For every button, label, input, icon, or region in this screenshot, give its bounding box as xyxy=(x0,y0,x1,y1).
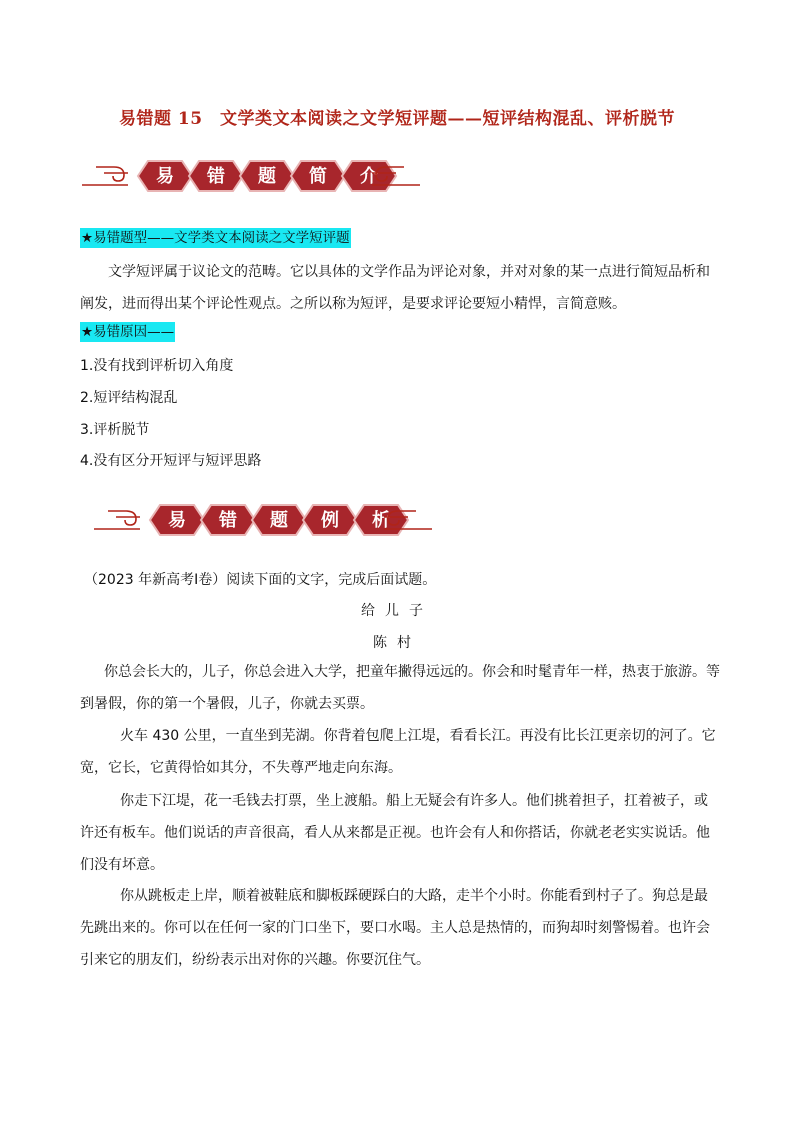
section-heading-type: ★易错题型——文学类文本阅读之文学短评题 xyxy=(81,230,350,246)
hex-label: 简 xyxy=(309,166,327,187)
hex-label: 错 xyxy=(219,510,237,531)
hex-badge xyxy=(354,505,408,535)
page-title: 易错题 15 文学类文本阅读之文学短评题——短评结构混乱、评析脱节 xyxy=(118,109,676,129)
section-banner-intro xyxy=(70,149,430,203)
left-ornament-icon xyxy=(82,167,128,185)
example-paragraph: 你总会长大的，儿子，你总会进入大学，把童年撇得远远的。你会和时髦青年一样，热衷于旅游。等到暑假，你的第一个暑假，儿子，你就去买票。 xyxy=(80,664,720,712)
example-paragraph: 你从跳板走上岸，顺着被鞋底和脚板踩硬踩白的大路，走半个小时。你能看到村子了。狗总是最先跳出来的。你可以在任何一家的门口坐下，要口水喝。主人总是热情的，而狗却时刻警惕着。也许会引来它的朋友们，纷纷表示出对你的兴趣。你要沉住气。 xyxy=(80,888,710,968)
example-paragraph: 你走下江堤，花一毛钱去打票，坐上渡船。船上无疑会有许多人。他们挑着担子，扛着被子，或许还有板车。他们说话的声音很高，看人从来都是正视。也许会有人和你搭话，你就老老实实说话。他们没有坏意。 xyxy=(80,793,710,873)
reason-item: 2.短评结构混乱 xyxy=(80,390,178,406)
hex-badge xyxy=(189,161,243,191)
hex-label: 易 xyxy=(156,166,174,187)
hex-label: 题 xyxy=(258,166,276,187)
hex-label: 易 xyxy=(168,510,186,531)
reason-item: 3.评析脱节 xyxy=(80,422,150,438)
banner-example-graphic xyxy=(82,493,442,547)
banner-intro-graphic xyxy=(70,149,430,203)
hex-label: 析 xyxy=(372,510,390,531)
left-ornament-icon xyxy=(94,511,140,529)
example-intro: （2023 年新高考Ⅰ卷）阅读下面的文字，完成后面试题。 xyxy=(84,572,437,588)
hex-badge xyxy=(201,505,255,535)
hex-badge xyxy=(150,505,204,535)
hex-badge xyxy=(291,161,345,191)
reason-item: 1.没有找到评析切入角度 xyxy=(80,358,234,374)
hex-label: 错 xyxy=(207,166,225,187)
reason-item: 4.没有区分开短评与短评思路 xyxy=(80,453,262,469)
hex-label: 题 xyxy=(270,510,288,531)
poem-author: 陈村 xyxy=(373,635,421,651)
poem-title: 给儿子 xyxy=(361,603,433,619)
hex-row-intro xyxy=(138,161,396,191)
section-type-paragraph: 文学短评属于议论文的范畴。它以具体的文学作品为评论对象，并对对象的某一点进行简短品析和阐发，进而得出某个评论性观点。之所以称为短评，是要求评论要短小精悍，言简意赅。 xyxy=(80,264,710,312)
section-heading-reason: ★易错原因—— xyxy=(81,324,175,340)
hex-row-example xyxy=(150,505,408,535)
hex-label: 例 xyxy=(321,510,339,531)
section-banner-example xyxy=(82,493,442,547)
hex-badge xyxy=(342,161,396,191)
hex-label: 介 xyxy=(360,166,378,187)
hex-badge xyxy=(240,161,294,191)
hex-badge xyxy=(252,505,306,535)
example-paragraph: 火车 430 公里，一直坐到芜湖。你背着包爬上江堤，看看长江。再没有比长江更亲切的河了。它宽，它长，它黄得恰如其分，不失尊严地走向东海。 xyxy=(80,728,716,776)
hex-badge xyxy=(138,161,192,191)
hex-badge xyxy=(303,505,357,535)
